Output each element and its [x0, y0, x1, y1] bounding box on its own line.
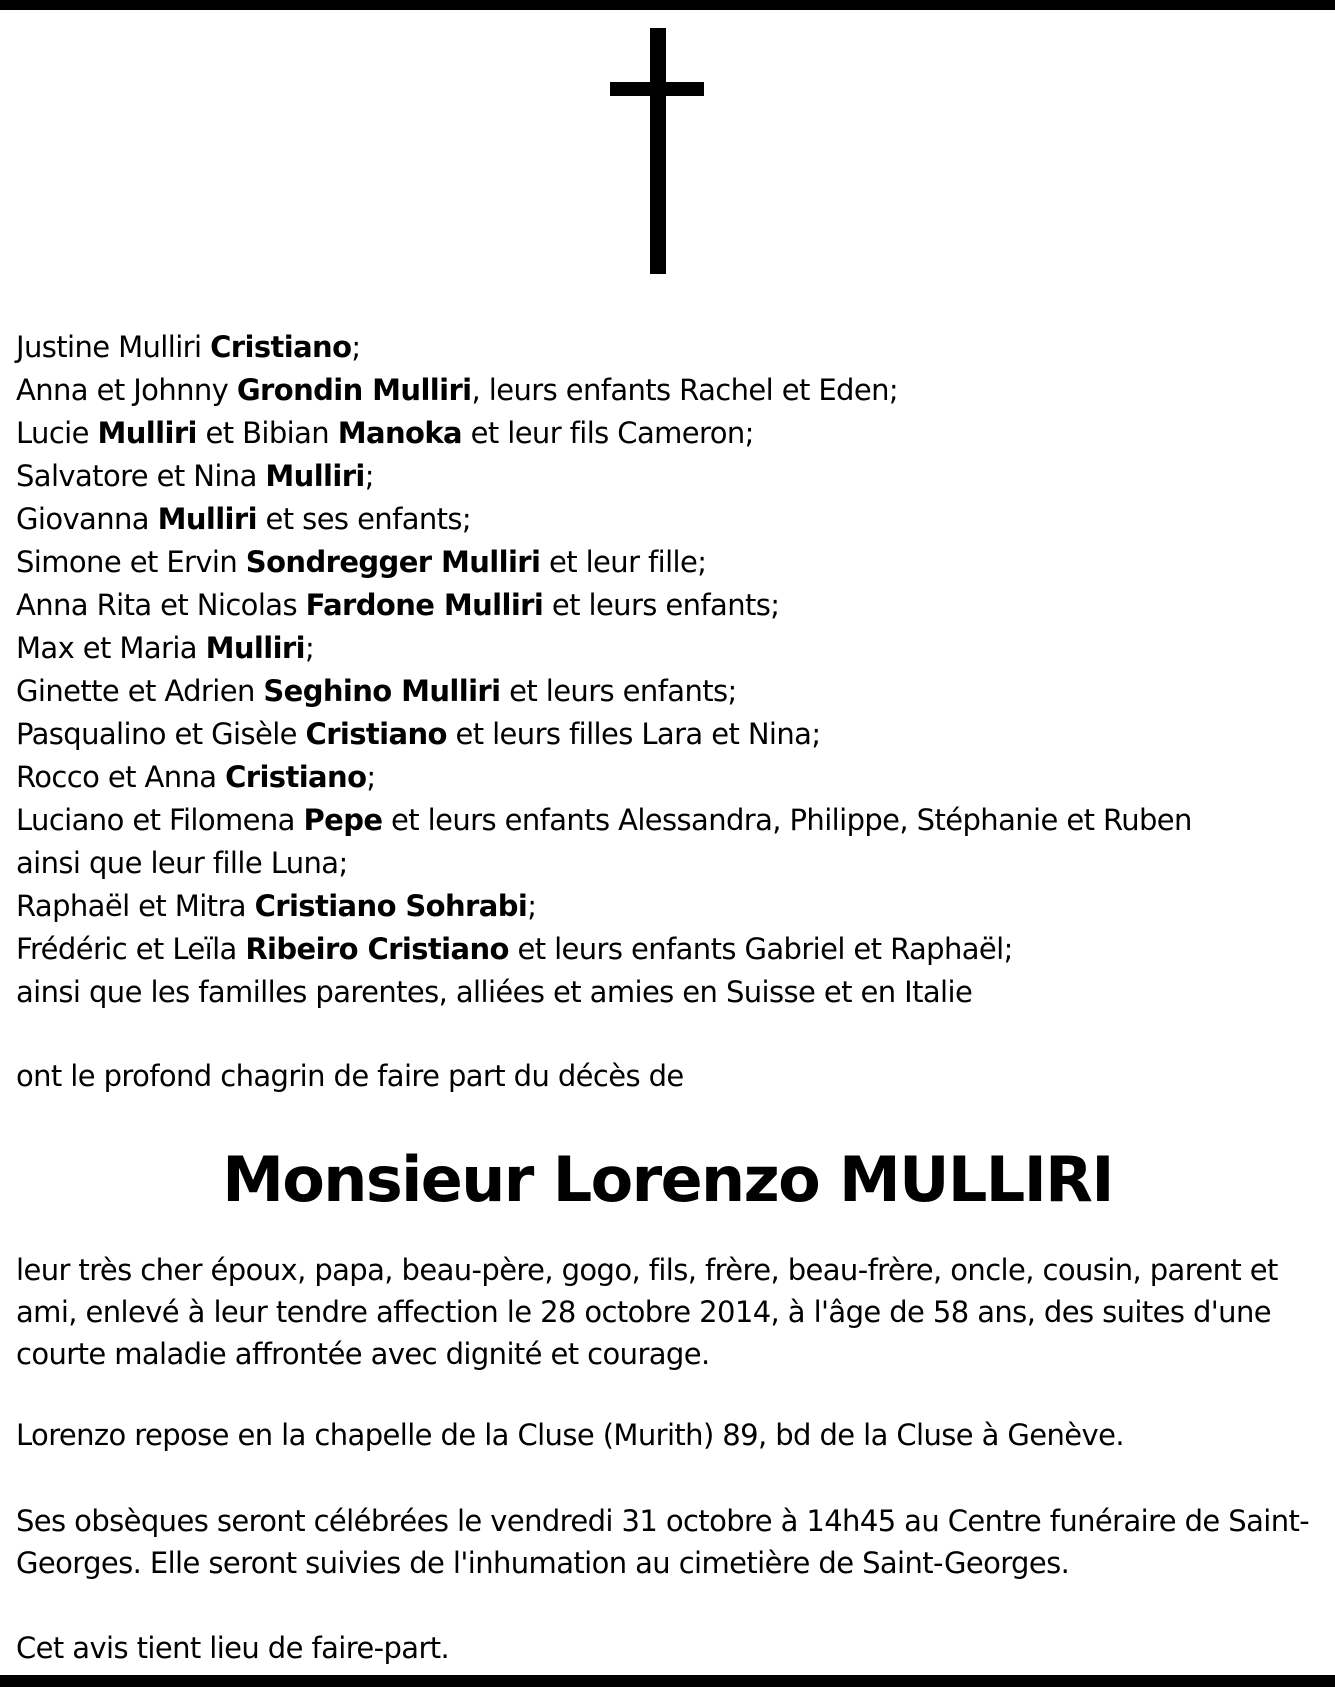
family-line — [16, 541, 1316, 584]
family-line — [16, 885, 1316, 928]
family-line — [16, 842, 1316, 885]
family-line — [16, 498, 1316, 541]
family-surname: Manoka — [337, 416, 462, 450]
family-surname: Mulliri — [265, 459, 365, 493]
family-text: Lucie — [16, 416, 98, 450]
repose-paragraph: Lorenzo repose en la chapelle de la Cluse (Murith) 89, bd de la Cluse à Genève. — [16, 1418, 1124, 1452]
family-surname: Cristiano — [210, 330, 352, 364]
family-text: et leurs enfants Gabriel et Raphaël; — [508, 932, 1013, 966]
family-text: Frédéric et Leïla — [16, 932, 246, 966]
tribute-paragraph: leur très cher époux, papa, beau-père, gogo, fils, frère, beau-frère, oncle, cousin, parent et ami, enlevé à leur tendre affection le 28 octobre 2014, à l'âge de 58 ans, des suites d'une courte maladie affrontée avec dignité et courage. — [16, 1253, 1278, 1371]
family-line — [16, 584, 1316, 627]
family-line — [16, 627, 1316, 670]
family-surname: Pepe — [303, 803, 383, 837]
announcement-intro: ont le profond chagrin de faire part du décès de — [16, 1059, 684, 1093]
family-list — [16, 326, 1316, 1014]
family-text: Raphaël et Mitra — [16, 889, 255, 923]
family-text: et leurs filles Lara et Nina; — [446, 717, 821, 751]
funeral-paragraph: Ses obsèques seront célébrées le vendredi 31 octobre à 14h45 au Centre funéraire de Saint-Georges. Elle seront suivies de l'inhumation au cimetière de Saint-Georges. — [16, 1504, 1310, 1580]
family-text: ; — [366, 760, 376, 794]
family-text: et leurs enfants Alessandra, Philippe, Stéphanie et Ruben — [382, 803, 1192, 837]
family-line — [16, 799, 1316, 842]
family-surname: Cristiano — [225, 760, 367, 794]
family-surname: Cristiano — [305, 717, 447, 751]
family-surname: Cristiano Sohrabi — [254, 889, 528, 923]
family-line — [16, 756, 1316, 799]
family-text: et leur fils Cameron; — [461, 416, 754, 450]
family-surname: Seghino Mulliri — [263, 674, 501, 708]
family-text: ; — [527, 889, 537, 923]
family-line — [16, 455, 1316, 498]
deceased-name: Monsieur Lorenzo MULLIRI — [222, 1143, 1113, 1216]
family-text: Anna Rita et Nicolas — [16, 588, 306, 622]
family-text: et leur fille; — [540, 545, 707, 579]
family-text: Simone et Ervin — [16, 545, 246, 579]
family-text: Salvatore et Nina — [16, 459, 266, 493]
family-line — [16, 971, 1316, 1014]
cross-icon — [610, 28, 704, 274]
family-line — [16, 369, 1316, 412]
top-border-rule — [0, 0, 1335, 10]
family-surname: Grondin Mulliri — [236, 373, 472, 407]
family-line — [16, 412, 1316, 455]
family-text: Justine Mulliri — [16, 330, 211, 364]
family-text: ainsi que leur fille Luna; — [16, 846, 348, 880]
family-surname: Ribeiro Cristiano — [245, 932, 509, 966]
family-surname: Mulliri — [205, 631, 305, 665]
family-text: Giovanna — [16, 502, 158, 536]
family-text: Anna et Johnny — [16, 373, 237, 407]
family-text: et Bibian — [196, 416, 338, 450]
family-text: et ses enfants; — [256, 502, 472, 536]
family-text: ; — [351, 330, 361, 364]
family-line — [16, 670, 1316, 713]
family-surname: Fardone Mulliri — [305, 588, 544, 622]
family-line — [16, 713, 1316, 756]
family-surname: Mulliri — [97, 416, 197, 450]
family-text: Pasqualino et Gisèle — [16, 717, 306, 751]
bottom-border-rule — [0, 1675, 1335, 1687]
family-text: ainsi que les familles parentes, alliées et amies en Suisse et en Italie — [16, 975, 973, 1009]
family-text: , leurs enfants Rachel et Eden; — [471, 373, 899, 407]
family-text: Rocco et Anna — [16, 760, 226, 794]
family-surname: Mulliri — [157, 502, 257, 536]
family-text: et leurs enfants; — [500, 674, 737, 708]
family-line — [16, 326, 1316, 369]
family-text: ; — [304, 631, 315, 665]
family-text: et leurs enfants; — [543, 588, 780, 622]
family-line — [16, 928, 1316, 971]
family-text: Luciano et Filomena — [16, 803, 304, 837]
closing-note: Cet avis tient lieu de faire-part. — [16, 1631, 450, 1665]
family-surname: Sondregger Mulliri — [245, 545, 541, 579]
family-text: Max et Maria — [16, 631, 206, 665]
family-text: Ginette et Adrien — [16, 674, 264, 708]
family-text: ; — [364, 459, 374, 493]
